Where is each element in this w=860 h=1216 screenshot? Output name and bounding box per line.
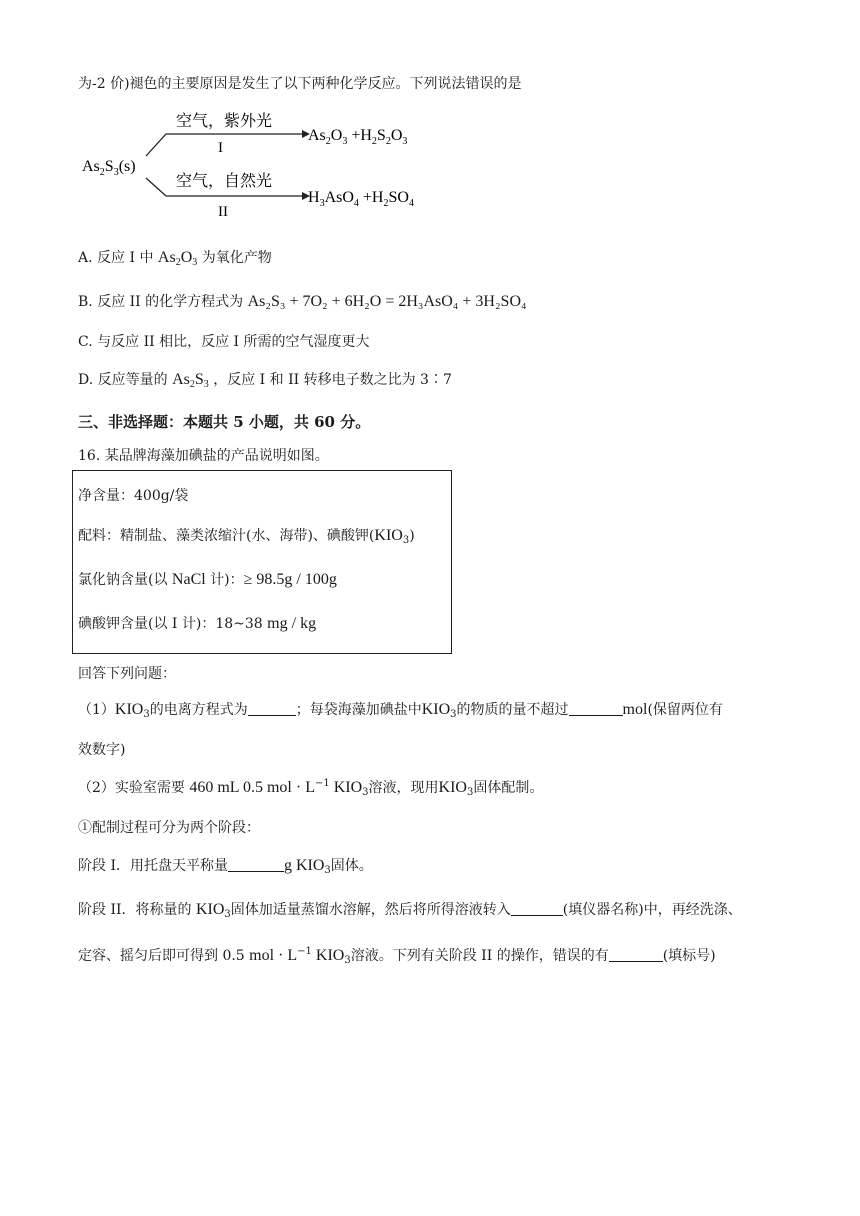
blank-4[interactable] [511, 901, 563, 916]
option-c: C. 与反应 II 相比，反应 I 所需的空气湿度更大 [78, 334, 370, 350]
label-net-content: 净含量：400g/袋 [78, 488, 189, 504]
part-1: $(1)KIO_3$的电离方程式为 ；每袋海藻加碘盐中$KIO_3$的物质的量不超过 mol(保留两位有 [78, 701, 723, 720]
reaction-scheme [80, 104, 440, 224]
equation: As₂S₃ + 7O₂ + 6H₂O = 2H₃AsO₄ + 3H₂SO₄ [247, 293, 527, 310]
option-b: B. 反应 II 的化学方程式为 As₂S₃ + 7O₂ + 6H₂O = 2H₃AsO₄ + 3H₂SO₄ [78, 293, 527, 310]
option-d: D. 反应等量的 $As_2S_3$ ，反应 I 和 II 转移电子数之比为 3∶7 [78, 371, 452, 390]
product-1: $As_2O_3 +H_2S_2O_3$ [308, 127, 408, 147]
label-kio3-content: 碘酸钾含量(以 I 计)：18~38 mg / kg [78, 615, 317, 632]
blank-5[interactable] [609, 947, 663, 962]
intro-text: 为-2 价)褪色的主要原因是发生了以下两种化学反应。下列说法错误的是 [78, 76, 522, 92]
condition-1: 空气，紫外光 [176, 113, 273, 130]
option-a: A. 反应 I 中 $As_2O_3$ 为氧化产物 [78, 249, 272, 268]
label-ingredients: 配料：精制盐、藻类浓缩汁(水、海带)、碘酸钾$(KIO_3)$ [78, 527, 415, 546]
stage-2: 阶段 II．将称量的 $KIO_3$固体加适量蒸馏水溶解，然后将所得溶液转入 (填仪器名称)中，再经洗涤、 [78, 901, 742, 920]
answer-prompt: 回答下列问题： [78, 666, 176, 682]
question-16: 16. 某品牌海藻加碘盐的产品说明如图。 [78, 448, 329, 464]
section-title: 三、非选择题：本题共 5 小题，共 60 分。 [78, 413, 371, 431]
sub-question-1: ①配制过程可分为两个阶段： [78, 820, 260, 836]
blank-2[interactable] [569, 701, 623, 716]
reaction-label-1: I [218, 140, 223, 156]
label-nacl-content: 氯化钠含量(以 NaCl 计)：≥ 98.5g / 100g [78, 571, 337, 588]
condition-2: 空气，自然光 [176, 173, 273, 190]
blank-1[interactable] [248, 701, 296, 716]
stage-2-continued: 定容、摇匀后即可得到 0.5 mol · $L^{-1}$ $KIO_3$溶液。下列有关阶段 II 的操作，错误的有 (填标号) [78, 946, 716, 966]
part-1-continued: 效数字) [78, 742, 126, 758]
reaction-label-2: II [218, 204, 228, 220]
product-2: $H_3AsO_4 +H_2SO_4$ [308, 189, 414, 209]
blank-3[interactable] [228, 857, 284, 872]
stage-1: 阶段 I．用托盘天平称量 g $KIO_3$固体。 [78, 857, 373, 876]
reactant: $As_2S_3(s)$ [82, 158, 136, 178]
part-2: （2）实验室需要 460 mL 0.5 mol · $L^{-1}$ $KIO_3$溶液，现用$KIO_3$固体配制。 [78, 778, 544, 798]
arrow-upper [146, 134, 302, 156]
